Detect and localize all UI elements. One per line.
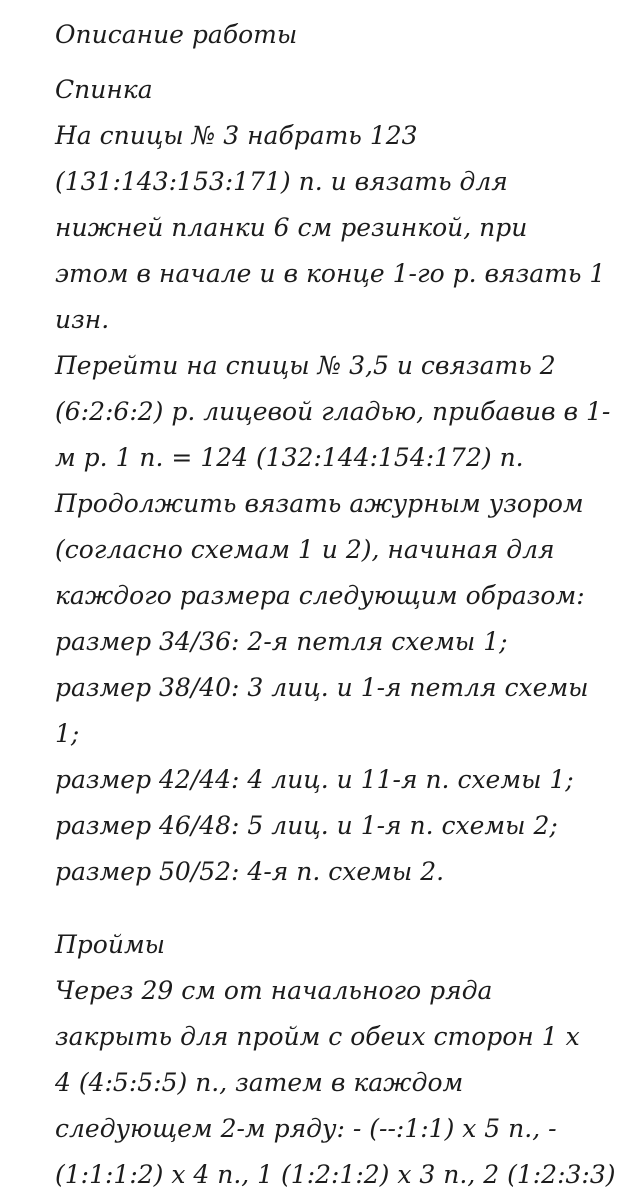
text-line: изн. [55, 305, 110, 334]
text-line: размер 46/48: 5 лиц. и 1-я п. схемы 2; [55, 811, 558, 840]
text-line: (1:1:1:2) х 4 п., 1 (1:2:1:2) х 3 п., 2 (1:2:3:3) [55, 1160, 616, 1189]
text-line: Продолжить вязать ажурным узором [55, 489, 584, 518]
text-line: (согласно схемам 1 и 2), начиная для [55, 535, 555, 564]
section-title-armholes: Проймы [55, 930, 166, 959]
text-line: размер 38/40: 3 лиц. и 1-я петля схемы [55, 673, 589, 702]
text-line: следующем 2-м ряду: - (--:1:1) х 5 п., - [55, 1114, 557, 1143]
text-line: закрыть для пройм с обеих сторон 1 х [55, 1022, 580, 1051]
text-line: (6:2:6:2) р. лицевой гладью, прибавив в 1- [55, 397, 611, 426]
page-heading: Описание работы [55, 20, 298, 49]
text-line: размер 50/52: 4-я п. схемы 2. [55, 857, 445, 886]
text-line: 1; [55, 719, 80, 748]
text-line: каждого размера следующим образом: [55, 581, 585, 610]
text-line: м р. 1 п. = 124 (132:144:154:172) п. [55, 443, 524, 472]
text-line: Через 29 см от начального ряда [55, 976, 493, 1005]
text-line: размер 34/36: 2-я петля схемы 1; [55, 627, 508, 656]
text-line: (131:143:153:171) п. и вязать для [55, 167, 508, 196]
text-line: размер 42/44: 4 лиц. и 11-я п. схемы 1; [55, 765, 574, 794]
text-line: 4 (4:5:5:5) п., затем в каждом [55, 1068, 464, 1097]
section-title-back: Спинка [55, 75, 153, 104]
text-line: нижней планки 6 см резинкой, при [55, 213, 528, 242]
text-line: Перейти на спицы № 3,5 и связать 2 [55, 351, 556, 380]
text-line: На спицы № 3 набрать 123 [55, 121, 418, 150]
text-line: этом в начале и в конце 1-го р. вязать 1 [55, 259, 606, 288]
